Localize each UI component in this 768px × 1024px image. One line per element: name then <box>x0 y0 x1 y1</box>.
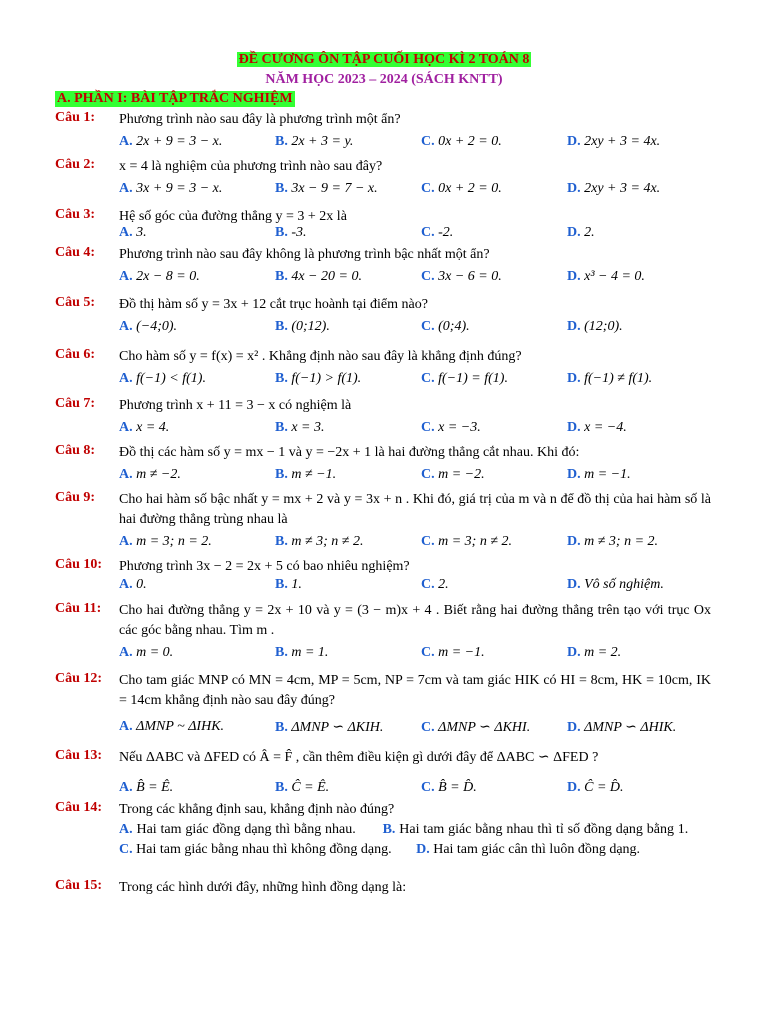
answer-options <box>119 467 719 487</box>
option-letter: D. <box>567 720 585 735</box>
option-letter: B. <box>275 181 292 196</box>
option-a-letter[interactable]: A. <box>119 822 137 837</box>
option-d[interactable] <box>567 371 652 387</box>
answer-options <box>119 134 719 154</box>
question-text: Phương trình nào sau đây không là phương trình bậc nhất một ẩn? <box>119 247 490 262</box>
option-letter: B. <box>275 534 292 549</box>
option-value: m ≠ 3; n ≠ 2. <box>291 534 364 549</box>
option-value: m = 1. <box>291 645 329 660</box>
answer-options <box>119 780 719 800</box>
option-c[interactable] <box>421 645 485 661</box>
option-c[interactable] <box>421 319 470 335</box>
option-letter: D. <box>567 181 585 196</box>
option-value: 0x + 2 = 0. <box>438 134 502 149</box>
answer-options <box>119 420 719 440</box>
option-c-text[interactable]: Hai tam giác bằng nhau thì không đồng dạng. <box>136 842 417 857</box>
option-letter: A. <box>119 645 137 660</box>
option-value: 3x + 9 = 3 − x. <box>136 181 223 196</box>
option-letter: C. <box>421 780 439 795</box>
option-value: B̂ = D̂. <box>438 780 477 795</box>
question-text: Trong các khẳng định sau, khẳng định nào đúng? <box>119 802 395 817</box>
option-value: x = −4. <box>584 420 627 435</box>
option-value: m ≠ −1. <box>291 467 337 482</box>
option-value: ΔMNP ∽ ΔHIK. <box>584 720 677 735</box>
option-value: 3x − 6 = 0. <box>438 269 502 284</box>
option-d[interactable] <box>567 577 664 593</box>
answer-options <box>119 645 719 665</box>
option-letter: A. <box>119 269 137 284</box>
option-d[interactable] <box>567 225 595 241</box>
option-letter: B. <box>275 467 292 482</box>
question-number: Câu 2: <box>55 157 96 172</box>
question-text: Phương trình 3x − 2 = 2x + 5 có bao nhiêu nghiệm? <box>119 559 410 574</box>
option-value: x = 3. <box>291 420 325 435</box>
question-number: Câu 9: <box>55 490 96 505</box>
option-letter: C. <box>421 225 439 240</box>
option-a[interactable] <box>119 467 181 483</box>
option-letter: B. <box>275 577 292 592</box>
question-text: Cho hai đường thẳng y = 2x + 10 và y = (3 − m)x + 4 . Biết rằng hai đường thẳng trên tạo với trục Ox các góc bằng nhau. Tìm m . <box>119 603 711 638</box>
question-text: Trong các hình dưới đây, những hình đồng dạng là: <box>119 880 407 895</box>
option-letter: A. <box>119 371 137 386</box>
option-c[interactable] <box>421 420 481 436</box>
document-title: ĐỀ CƯƠNG ÔN TẬP CUỐI HỌC KÌ 2 TOÁN 8 <box>238 52 530 67</box>
option-letter: B. <box>275 371 292 386</box>
option-b[interactable] <box>275 319 330 335</box>
option-letter: A. <box>119 319 137 334</box>
option-b[interactable] <box>275 269 362 285</box>
answer-options <box>119 577 719 597</box>
option-c[interactable] <box>421 269 502 285</box>
option-value: m = 3; n = 2. <box>136 534 212 549</box>
option-d[interactable] <box>567 269 645 285</box>
question-text: Phương trình nào sau đây là phương trình một ẩn? <box>119 112 401 127</box>
option-value: x = 4. <box>136 420 170 435</box>
option-value: m = −1. <box>438 645 485 660</box>
option-value: f(−1) ≠ f(1). <box>584 371 653 386</box>
answer-options <box>119 225 719 245</box>
option-value: 2. <box>438 577 449 592</box>
option-letter: A. <box>119 134 137 149</box>
question-number: Câu 11: <box>55 601 102 616</box>
option-value: B̂ = Ê. <box>136 780 174 795</box>
option-b[interactable] <box>275 134 353 150</box>
option-d[interactable] <box>567 420 627 436</box>
option-letter: A. <box>119 467 137 482</box>
option-a[interactable] <box>119 371 206 387</box>
option-value: -2. <box>438 225 454 240</box>
option-value: ΔMNP ∽ ΔKIH. <box>291 720 384 735</box>
option-letter: B. <box>275 269 292 284</box>
option-value: (0;4). <box>438 319 470 334</box>
question-text: Cho hai hàm số bậc nhất y = mx + 2 và y = 3x + n . Khi đó, giá trị của m và n để đồ thị của hai hàm số là hai đường thẳng trùng nhau là <box>119 492 711 527</box>
option-a[interactable] <box>119 181 222 197</box>
option-a[interactable] <box>119 420 169 436</box>
option-d[interactable] <box>567 780 624 796</box>
option-value: 3x − 9 = 7 − x. <box>291 181 378 196</box>
option-c-letter[interactable]: C. <box>119 842 137 857</box>
option-value: m ≠ −2. <box>136 467 181 482</box>
option-b[interactable] <box>275 645 328 661</box>
option-d[interactable] <box>567 467 631 483</box>
question-text: Nếu ΔABC và ΔFED có Â = F̂ , cần thêm điều kiện gì dưới đây để ΔABC ∽ ΔFED ? <box>119 750 599 765</box>
option-d[interactable] <box>567 181 660 197</box>
question-number: Câu 7: <box>55 396 96 411</box>
option-letter: C. <box>421 720 439 735</box>
question-number: Câu 13: <box>55 748 103 763</box>
option-value: 2xy + 3 = 4x. <box>584 181 661 196</box>
question-number: Câu 15: <box>55 878 103 893</box>
option-letter: A. <box>119 225 137 240</box>
question-number: Câu 4: <box>55 245 96 260</box>
option-a[interactable] <box>119 319 177 335</box>
option-letter: C. <box>421 319 439 334</box>
option-b[interactable] <box>275 467 336 483</box>
option-value: x³ − 4 = 0. <box>584 269 645 284</box>
option-b-text[interactable]: Hai tam giác bằng nhau thì tỉ số đồng dạng bằng 1. <box>399 822 711 837</box>
option-a[interactable] <box>119 269 200 285</box>
option-value: f(−1) > f(1). <box>291 371 362 386</box>
option-value: ΔMNP ~ ΔIHK. <box>136 719 225 734</box>
option-value: 1. <box>291 577 302 592</box>
answer-options <box>119 181 719 201</box>
option-value: 0x + 2 = 0. <box>438 181 502 196</box>
question-text: Cho tam giác MNP có MN = 4cm, MP = 5cm, NP = 7cm và tam giác HIK có HI = 8cm, HK = 10cm, IK = 14cm khẳng định nào sau đây đúng? <box>119 673 711 708</box>
question-number: Câu 1: <box>55 110 96 125</box>
option-c[interactable] <box>421 134 502 150</box>
option-a[interactable] <box>119 645 173 661</box>
option-value: (12;0). <box>584 319 623 334</box>
option-value: 3. <box>136 225 147 240</box>
answer-options <box>119 371 719 391</box>
option-b[interactable] <box>275 181 378 197</box>
option-d[interactable] <box>567 645 621 661</box>
option-b[interactable] <box>275 719 383 736</box>
option-value: m = 3; n ≠ 2. <box>438 534 513 549</box>
option-letter: D. <box>567 534 585 549</box>
option-letter: C. <box>421 645 439 660</box>
option-value: m ≠ 3; n = 2. <box>584 534 659 549</box>
option-value: m = 0. <box>136 645 174 660</box>
option-letter: B. <box>275 225 292 240</box>
option-a[interactable] <box>119 577 147 593</box>
option-letter: D. <box>567 645 585 660</box>
option-letter: D. <box>567 467 585 482</box>
question-text: Đồ thị hàm số y = 3x + 12 cắt trục hoành tại điểm nào? <box>119 297 428 312</box>
option-c[interactable] <box>421 780 477 796</box>
option-letter: C. <box>421 534 439 549</box>
question-text: x = 4 là nghiệm của phương trình nào sau đây? <box>119 159 383 174</box>
option-value: (0;12). <box>291 319 330 334</box>
option-c[interactable] <box>421 467 485 483</box>
option-a[interactable] <box>119 534 212 550</box>
option-value: f(−1) < f(1). <box>136 371 206 386</box>
option-a[interactable] <box>119 719 224 735</box>
option-letter: A. <box>119 719 137 734</box>
option-letter: D. <box>567 319 585 334</box>
option-d[interactable] <box>567 134 660 150</box>
option-value: m = −2. <box>438 467 485 482</box>
question-number: Câu 3: <box>55 207 96 222</box>
option-c[interactable] <box>421 181 502 197</box>
answer-options <box>119 719 719 739</box>
option-letter: C. <box>421 269 439 284</box>
option-value: Ĉ = D̂. <box>584 780 624 795</box>
question-number: Câu 14: <box>55 800 103 815</box>
option-value: m = −1. <box>584 467 631 482</box>
option-letter: A. <box>119 780 137 795</box>
answer-options <box>119 820 711 860</box>
option-value: (−4;0). <box>136 319 178 334</box>
option-value: Vô số nghiệm. <box>584 577 664 592</box>
option-b[interactable] <box>275 534 363 550</box>
option-c[interactable] <box>421 371 508 387</box>
option-letter: B. <box>275 319 292 334</box>
option-letter: D. <box>567 225 585 240</box>
answer-options <box>119 269 719 289</box>
option-value: -3. <box>291 225 307 240</box>
question-number: Câu 8: <box>55 443 96 458</box>
option-d-text[interactable]: Hai tam giác cân thì luôn đồng dạng. <box>433 842 641 857</box>
section-heading: A. PHẦN I: BÀI TẬP TRẮC NGHIỆM <box>57 91 293 106</box>
option-c[interactable] <box>421 534 512 550</box>
option-letter: C. <box>421 134 439 149</box>
option-letter: D. <box>567 780 585 795</box>
option-b[interactable] <box>275 371 361 387</box>
option-letter: A. <box>119 420 137 435</box>
option-value: 0. <box>136 577 147 592</box>
option-letter: A. <box>119 577 137 592</box>
option-value: ΔMNP ∽ ΔKHI. <box>438 720 531 735</box>
option-letter: D. <box>567 420 585 435</box>
option-letter: C. <box>421 577 439 592</box>
option-letter: C. <box>421 420 439 435</box>
option-letter: B. <box>275 780 292 795</box>
option-b[interactable] <box>275 577 302 593</box>
option-a[interactable] <box>119 225 147 241</box>
question-number: Câu 5: <box>55 295 96 310</box>
option-value: Ĉ = Ê. <box>291 780 330 795</box>
option-d-letter[interactable]: D. <box>416 842 434 857</box>
option-letter: B. <box>275 420 292 435</box>
option-d[interactable] <box>567 319 623 335</box>
option-value: 2. <box>584 225 595 240</box>
option-letter: D. <box>567 134 585 149</box>
option-letter: D. <box>567 269 585 284</box>
option-value: 4x − 20 = 0. <box>291 269 362 284</box>
option-value: m = 2. <box>584 645 622 660</box>
option-value: 2x − 8 = 0. <box>136 269 200 284</box>
option-letter: B. <box>275 645 292 660</box>
answer-options <box>119 319 719 339</box>
option-c[interactable] <box>421 577 449 593</box>
option-d[interactable] <box>567 719 676 736</box>
option-letter: A. <box>119 534 137 549</box>
option-a-text[interactable]: Hai tam giác đồng dạng thì bằng nhau. <box>136 822 383 837</box>
option-value: x = −3. <box>438 420 481 435</box>
option-c[interactable] <box>421 719 530 736</box>
option-letter: D. <box>567 371 585 386</box>
option-value: 2x + 3 = y. <box>291 134 354 149</box>
option-letter: C. <box>421 371 439 386</box>
question-number: Câu 6: <box>55 347 96 362</box>
answer-options <box>119 534 719 554</box>
option-value: f(−1) = f(1). <box>438 371 508 386</box>
option-d[interactable] <box>567 534 658 550</box>
question-text: Đồ thị các hàm số y = mx − 1 và y = −2x + 1 là hai đường thẳng cắt nhau. Khi đó: <box>119 445 580 460</box>
option-value: 2x + 9 = 3 − x. <box>136 134 223 149</box>
option-b[interactable] <box>275 225 307 241</box>
question-text: Cho hàm số y = f(x) = x² . Khẳng định nào sau đây là khẳng định đúng? <box>119 349 522 364</box>
option-c[interactable] <box>421 225 453 241</box>
option-letter: B. <box>275 134 292 149</box>
option-value: 2xy + 3 = 4x. <box>584 134 661 149</box>
option-b-letter[interactable]: B. <box>382 822 400 837</box>
option-letter: C. <box>421 467 439 482</box>
option-b[interactable] <box>275 780 329 796</box>
option-letter: C. <box>421 181 439 196</box>
question-number: Câu 12: <box>55 671 103 686</box>
question-text: Hệ số góc của đường thẳng y = 3 + 2x là <box>119 209 347 224</box>
option-letter: D. <box>567 577 585 592</box>
option-a[interactable] <box>119 780 173 796</box>
option-letter: A. <box>119 181 137 196</box>
option-a[interactable] <box>119 134 222 150</box>
question-text: Phương trình x + 11 = 3 − x có nghiệm là <box>119 398 352 413</box>
question-number: Câu 10: <box>55 557 103 572</box>
option-letter: B. <box>275 720 292 735</box>
document-subtitle: NĂM HỌC 2023 – 2024 (SÁCH KNTT) <box>265 72 503 87</box>
option-b[interactable] <box>275 420 325 436</box>
